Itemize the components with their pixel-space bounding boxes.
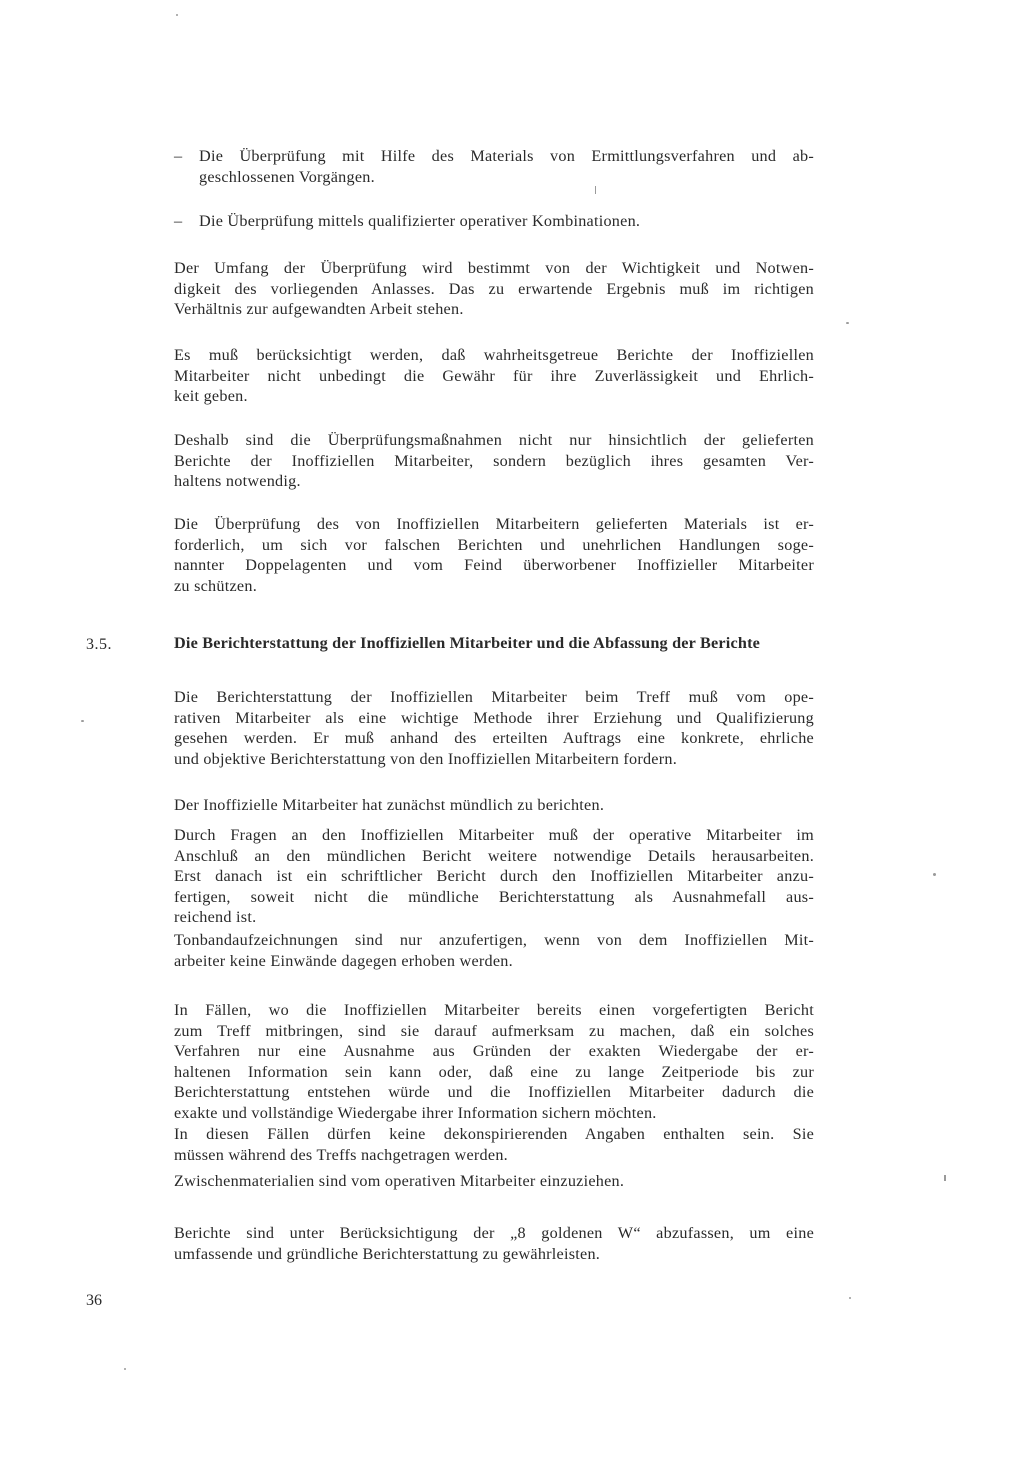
bullet-dash: –	[174, 147, 183, 165]
bullet-dash: –	[174, 212, 183, 230]
paragraph	[174, 258, 814, 320]
text-line: umfassende und gründliche Berichterstattung zu gewährleisten.	[174, 1244, 601, 1263]
text-line: haltens notwendig.	[174, 472, 301, 490]
text-line: Verfahren nur eine Ausnahme aus Gründen der exakten Wiedergabe der er-	[174, 1042, 814, 1060]
paragraph	[174, 1000, 814, 1123]
text-line: Verhältnis zur aufgewandten Arbeit stehen.	[174, 300, 464, 318]
text-line: zum Treff mitbringen, sind sie darauf aufmerksam zu machen, daß ein solches	[174, 1021, 814, 1040]
paragraph	[174, 345, 814, 407]
scan-speck	[944, 1175, 946, 1181]
text-line: exakte und vollständige Wiedergabe ihrer Information sichern möchten.	[174, 1103, 657, 1122]
text-line: haltenen Information sein kann oder, daß eine zu lange Zeitperiode bis zur	[174, 1062, 814, 1081]
text-line: Deshalb sind die Überprüfungsmaßnahmen nicht nur hinsichtlich der gelieferten	[174, 431, 814, 449]
text-line: arbeiter keine Einwände dagegen erhoben werden.	[174, 951, 513, 970]
scan-speck	[176, 14, 178, 16]
scan-speck	[933, 873, 936, 876]
text-line: Durch Fragen an den Inoffiziellen Mitarbeiter muß der operative Mitarbeiter im	[174, 826, 814, 844]
text-line: Die Überprüfung mittels qualifizierter operativer Kombinationen.	[199, 212, 641, 230]
paragraph	[174, 825, 814, 928]
text-line: In Fällen, wo die Inoffiziellen Mitarbeiter bereits einen vorgefertigten Bericht	[174, 1001, 814, 1019]
text-line: Es muß berücksichtigt werden, daß wahrheitsgetreue Berichte der Inoffiziellen	[174, 346, 814, 364]
text-line: keit geben.	[174, 387, 248, 405]
paragraph	[174, 687, 814, 769]
text-line: Anschluß an den mündlichen Bericht weitere notwendige Details herausarbeiten.	[174, 846, 814, 865]
paragraph	[174, 1124, 814, 1165]
text-line: geschlossenen Vorgängen.	[199, 167, 375, 186]
text-line: Tonbandaufzeichnungen sind nur anzufertigen, wenn von dem Inoffiziellen Mit-	[174, 931, 814, 949]
scan-speck	[846, 322, 849, 324]
text-line: Erst danach ist ein schriftlicher Bericht durch den Inoffiziellen Mitarbeiter anzu-	[174, 867, 814, 885]
page-number: 36	[86, 1292, 102, 1309]
paragraph	[174, 795, 814, 816]
text-line: rativen Mitarbeiter als eine wichtige Methode ihrer Erziehung und Qualifizierung	[174, 708, 814, 727]
text-line: und objektive Berichterstattung von den Inoffiziellen Mitarbeitern fordern.	[174, 749, 678, 768]
scan-speck	[595, 186, 596, 194]
text-line: zu schützen.	[174, 576, 258, 595]
bullet-item	[174, 146, 814, 187]
section-title: Die Berichterstattung der Inoffiziellen Mitarbeiter und die Abfassung der Berichte	[174, 634, 761, 652]
text-line: Berichte sind unter Berücksichtigung der „8 goldenen W“ abzufassen, um eine	[174, 1224, 814, 1242]
text-line: digkeit des vorliegenden Anlasses. Das zu erwartende Ergebnis muß im richtigen	[174, 279, 814, 298]
text-line: Berichterstattung entstehen würde und die Inoffiziellen Mitarbeiter dadurch die	[174, 1083, 814, 1101]
text-line: Mitarbeiter nicht unbedingt die Gewähr für ihre Zuverlässigkeit und Ehrlich-	[174, 366, 814, 385]
text-line: reichend ist.	[174, 908, 257, 926]
paragraph	[174, 1171, 814, 1192]
scan-speck	[81, 720, 84, 722]
text-line: fertigen, soweit nicht die mündliche Berichterstattung als Ausnahmefall aus-	[174, 887, 814, 906]
text-line: forderlich, um sich vor falschen Berichten und unehrlichen Handlungen soge-	[174, 535, 814, 554]
text-line: Der Inoffizielle Mitarbeiter hat zunächst mündlich zu berichten.	[174, 796, 605, 814]
text-line: müssen während des Treffs nachgetragen werden.	[174, 1145, 508, 1164]
text-line: gesehen werden. Er muß anhand des erteilten Auftrags eine konkrete, ehrliche	[174, 729, 814, 747]
text-line: Die Überprüfung mit Hilfe des Materials von Ermittlungsverfahren und ab-	[199, 147, 814, 165]
text-line: Die Überprüfung des von Inoffiziellen Mitarbeitern gelieferten Materials ist er-	[174, 515, 814, 533]
section-number: 3.5.	[86, 636, 112, 653]
text-line: Die Berichterstattung der Inoffiziellen Mitarbeiter beim Treff muß vom ope-	[174, 688, 814, 706]
scan-speck	[849, 1297, 851, 1299]
paragraph	[174, 1223, 814, 1264]
paragraph	[174, 430, 814, 492]
paragraph	[174, 514, 814, 596]
bullet-item	[174, 211, 814, 232]
text-line: Zwischenmaterialien sind vom operativen Mitarbeiter einzuziehen.	[174, 1172, 625, 1190]
text-line: Berichte der Inoffiziellen Mitarbeiter, sondern bezüglich ihres gesamten Ver-	[174, 451, 814, 470]
paragraph	[174, 930, 814, 971]
text-line: Der Umfang der Überprüfung wird bestimmt von der Wichtigkeit und Notwen-	[174, 259, 814, 277]
text-line: nannter Doppelagenten und vom Feind überworbener Inoffizieller Mitarbeiter	[174, 556, 814, 574]
text-line: In diesen Fällen dürfen keine dekonspirierenden Angaben enthalten sein. Sie	[174, 1125, 814, 1143]
scan-speck	[124, 1368, 126, 1370]
